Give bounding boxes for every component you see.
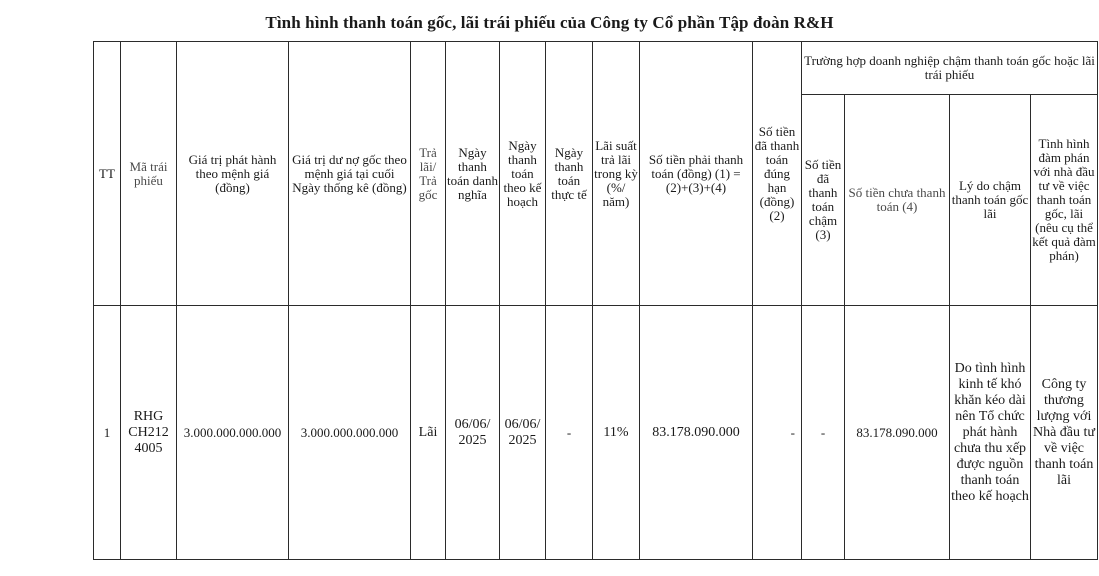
header-ngay-thuc-te: Ngày thanh toán thực tế [546,42,593,306]
cell-so-tien-phai-thanh-toan: 83.178.090.000 [640,306,753,560]
cell-ngay-danh-nghia: 06/06/ 2025 [446,306,500,560]
cell-so-tien-dung-han: - [753,306,802,560]
header-tt: TT [94,42,121,306]
table-row [94,306,1098,560]
bond-payment-table [93,41,1098,560]
cell-gia-tri-phat-hanh: 3.000.000.000.000 [177,306,289,560]
cell-ma-trai-phieu: RHG CH212 4005 [121,306,177,560]
cell-so-tien-cham: - [802,306,845,560]
header-ngay-danh-nghia: Ngày thanh toán danh nghĩa [446,42,500,306]
cell-ngay-thuc-te: - [546,306,593,560]
cell-tra-lai-goc: Lãi [411,306,446,560]
document-title: Tình hình thanh toán gốc, lãi trái phiếu của Công ty Cổ phần Tập đoàn R&H [265,13,834,32]
header-so-tien-phai-thanh-toan: Số tiền phải thanh toán (đồng) (1) = (2)+(3)+(4) [640,42,753,306]
header-lai-suat: Lãi suất trả lãi trong kỳ (%/ năm) [593,42,640,306]
header-ngay-ke-hoach: Ngày thanh toán theo kế hoạch [500,42,546,306]
cell-lai-suat: 11% [593,306,640,560]
cell-so-tien-chua-thanh-toan: 83.178.090.000 [845,306,950,560]
header-dam-phan: Tình hình đàm phán với nhà đầu tư về việc thanh toán gốc, lãi (nêu cụ thể kết quả đàm phán) [1031,95,1098,306]
cell-gia-tri-du-no: 3.000.000.000.000 [289,306,411,560]
header-gia-tri-phat-hanh: Giá trị phát hành theo mệnh giá (đồng) [177,42,289,306]
cell-ly-do: Do tình hình kinh tế khó khăn kéo dài nên Tổ chức phát hành chưa thu xếp được nguồn thanh toán theo kế hoạch [950,306,1031,560]
header-group-cham-thanh-toan: Trường hợp doanh nghiệp chậm thanh toán gốc hoặc lãi trái phiếu [802,42,1098,95]
cell-tt: 1 [94,306,121,560]
cell-dam-phan: Công ty thương lượng với Nhà đầu tư về việc thanh toán lãi [1031,306,1098,560]
header-so-tien-chua-thanh-toan: Số tiền chưa thanh toán (4) [845,95,950,306]
header-ly-do: Lý do chậm thanh toán gốc lãi [950,95,1031,306]
header-ma-trai-phieu: Mã trái phiếu [121,42,177,306]
header-so-tien-cham: Số tiền đã thanh toán chậm (3) [802,95,845,306]
cell-ngay-ke-hoach: 06/06/ 2025 [500,306,546,560]
header-gia-tri-du-no: Giá trị dư nợ gốc theo mệnh giá tại cuối Ngày thống kê (đồng) [289,42,411,306]
header-so-tien-dung-han: Số tiền đã thanh toán đúng hạn (đồng) (2) [753,42,802,306]
header-tra-lai-goc: Trả lãi/ Trả gốc [411,42,446,306]
